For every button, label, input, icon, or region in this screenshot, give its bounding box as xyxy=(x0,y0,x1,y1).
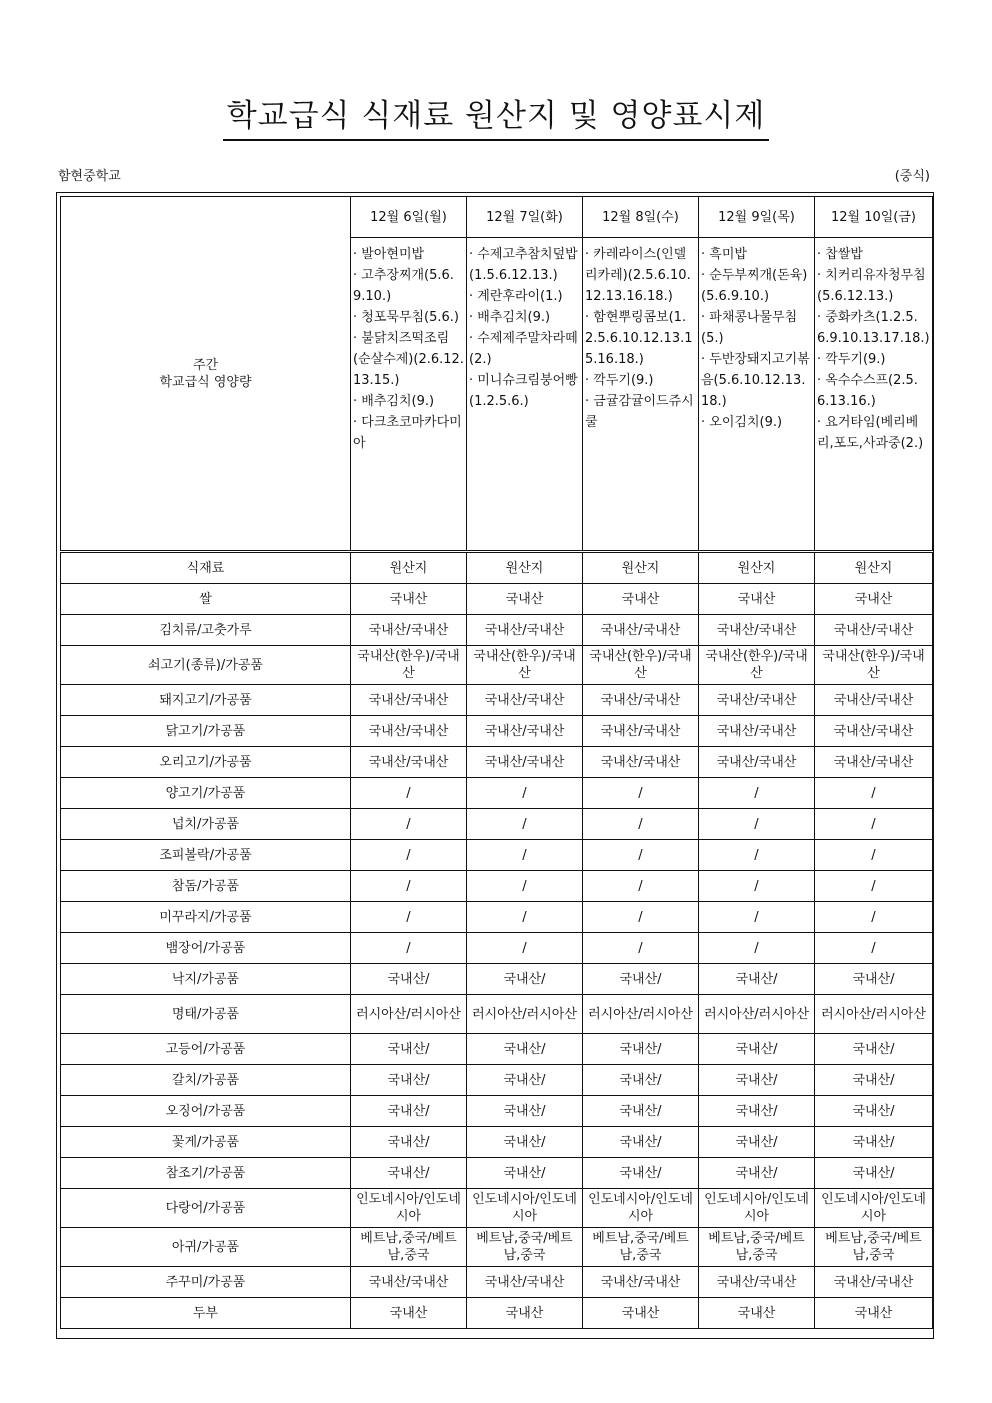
origin-cell: 국내산/국내산 xyxy=(699,685,815,716)
menu-item: · 배추김치(9.) xyxy=(353,394,435,409)
origin-cell: 국내산/ xyxy=(699,1127,815,1158)
ingredient-name: 김치류/고춧가루 xyxy=(61,615,351,646)
menu-item: · 수제고추참치덮밥(1.5.6.12.13.) xyxy=(469,247,578,283)
ingredient-name: 돼지고기/가공품 xyxy=(61,685,351,716)
origin-cell: 국내산/ xyxy=(699,1034,815,1065)
origin-cell: 국내산/국내산 xyxy=(699,1267,815,1298)
menu-item: · 깍두기(9.) xyxy=(585,373,654,388)
meal-type: (중식) xyxy=(894,169,930,184)
origin-cell: 인도네시아/인도네시아 xyxy=(351,1189,467,1228)
origin-cell: 국내산/ xyxy=(467,1158,583,1189)
date-header-2: 12월 7일(화) xyxy=(467,197,583,238)
date-header-1: 12월 6일(월) xyxy=(351,197,467,238)
menu-item: · 중화카츠(1.2.5.6.9.10.13.17.18.) xyxy=(817,310,930,346)
nutrition-label-cell xyxy=(61,197,351,552)
origin-cell: 러시아산/러시아산 xyxy=(467,995,583,1034)
table-row xyxy=(61,933,933,964)
origin-cell: 국내산(한우)/국내산 xyxy=(351,646,467,685)
table-row xyxy=(61,1065,933,1096)
origin-cell: 베트남,중국/베트남,중국 xyxy=(351,1228,467,1267)
table-row xyxy=(61,1228,933,1267)
origin-cell: / xyxy=(583,840,699,871)
menu-item: · 순두부찌개(돈육)(5.6.9.10.) xyxy=(701,268,808,304)
menu-item: · 수제제주말차라떼(2.) xyxy=(469,331,578,367)
origin-cell: / xyxy=(583,778,699,809)
menu-item: · 함현뿌링콤보(1.2.5.6.10.12.13.15.16.18.) xyxy=(585,310,693,367)
menu-item: · 두반장돼지고기볶음(5.6.10.12.13.18.) xyxy=(701,352,810,409)
origin-cell: 국내산/국내산 xyxy=(815,615,933,646)
ingredient-name: 참돔/가공품 xyxy=(61,871,351,902)
origin-header-5: 원산지 xyxy=(815,552,933,584)
origin-cell: 국내산/ xyxy=(583,1065,699,1096)
menu-item: · 배추김치(9.) xyxy=(469,310,551,325)
origin-cell: / xyxy=(467,871,583,902)
origin-cell: / xyxy=(351,933,467,964)
origin-cell: / xyxy=(351,840,467,871)
date-header-3: 12월 8일(수) xyxy=(583,197,699,238)
origin-header-2: 원산지 xyxy=(467,552,583,584)
origin-cell: 인도네시아/인도네시아 xyxy=(583,1189,699,1228)
nutrition-label-line-1: 주간 xyxy=(192,357,219,373)
ingredient-name: 꽃게/가공품 xyxy=(61,1127,351,1158)
origin-cell: / xyxy=(815,778,933,809)
table-row xyxy=(61,1034,933,1065)
table-row xyxy=(61,995,933,1034)
table-row xyxy=(61,1127,933,1158)
origin-cell: 국내산/ xyxy=(815,964,933,995)
origin-cell: 국내산/ xyxy=(815,1034,933,1065)
menu-cell-2 xyxy=(467,238,583,552)
ingredient-name: 다랑어/가공품 xyxy=(61,1189,351,1228)
table-row xyxy=(61,584,933,615)
origin-cell: 국내산(한우)/국내산 xyxy=(467,646,583,685)
menu-item: · 옥수수스프(2.5.6.13.16.) xyxy=(817,373,918,409)
origin-cell: / xyxy=(467,778,583,809)
menu-item: · 파채콩나물무침(5.) xyxy=(701,310,798,346)
origin-cell: 국내산/국내산 xyxy=(583,1267,699,1298)
ingredient-name: 양고기/가공품 xyxy=(61,778,351,809)
menu-item: · 고추장찌개(5.6.9.10.) xyxy=(353,268,454,304)
table-row xyxy=(61,840,933,871)
origin-cell: / xyxy=(351,809,467,840)
menu-item: · 깍두기(9.) xyxy=(817,352,886,367)
table-row xyxy=(61,1298,933,1329)
origin-cell: 국내산/ xyxy=(351,1158,467,1189)
origin-cell: / xyxy=(467,933,583,964)
origin-cell: 국내산/ xyxy=(467,1096,583,1127)
ingredient-name: 낙지/가공품 xyxy=(61,964,351,995)
origin-cell: / xyxy=(815,840,933,871)
menu-item: · 금귤감귤이드쥬시쿨 xyxy=(585,394,694,430)
origin-cell: / xyxy=(699,840,815,871)
menu-item: · 다크초코마카다미아 xyxy=(353,415,462,451)
origin-cell: 베트남,중국/베트남,중국 xyxy=(467,1228,583,1267)
table-row xyxy=(61,1096,933,1127)
origin-cell: 인도네시아/인도네시아 xyxy=(815,1189,933,1228)
origin-cell: 국내산/ xyxy=(467,1034,583,1065)
ingredient-name: 미꾸라지/가공품 xyxy=(61,902,351,933)
origin-cell: 국내산 xyxy=(699,584,815,615)
origin-cell: 국내산/국내산 xyxy=(351,1267,467,1298)
table-row xyxy=(61,747,933,778)
table-row xyxy=(61,646,933,685)
origin-cell: 베트남,중국/베트남,중국 xyxy=(583,1228,699,1267)
menu-cell-4 xyxy=(699,238,815,552)
origin-header-3: 원산지 xyxy=(583,552,699,584)
origin-cell: 국내산(한우)/국내산 xyxy=(699,646,815,685)
origin-cell: 국내산 xyxy=(467,584,583,615)
origin-cell: 국내산/국내산 xyxy=(815,685,933,716)
origin-cell: 국내산/ xyxy=(351,1096,467,1127)
origin-cell: 국내산/ xyxy=(467,1065,583,1096)
table-row xyxy=(61,871,933,902)
date-header-5: 12월 10일(금) xyxy=(815,197,933,238)
origin-cell: 국내산/ xyxy=(815,1127,933,1158)
ingredient-name: 쌀 xyxy=(61,584,351,615)
nutrition-label-line-2: 학교급식 영양량 xyxy=(159,374,252,390)
menu-item: · 치커리유자청무침(5.6.12.13.) xyxy=(817,268,926,304)
origin-cell: / xyxy=(699,871,815,902)
ingredient-name: 쇠고기(종류)/가공품 xyxy=(61,646,351,685)
origin-cell: 국내산/국내산 xyxy=(583,747,699,778)
origin-cell: / xyxy=(815,871,933,902)
origin-cell: / xyxy=(467,840,583,871)
menu-item: · 불닭치즈떡조림(순살수제)(2.6.12.13.15.) xyxy=(353,331,464,388)
ingredient-header: 식재료 xyxy=(61,552,351,584)
ingredient-name: 오리고기/가공품 xyxy=(61,747,351,778)
origin-cell: 국내산(한우)/국내산 xyxy=(815,646,933,685)
ingredient-name: 아귀/가공품 xyxy=(61,1228,351,1267)
origin-cell: 국내산/ xyxy=(351,1127,467,1158)
menu-item: · 요거타임(베리베리,포도,사과중(2.) xyxy=(817,415,924,451)
origin-cell: 국내산/국내산 xyxy=(815,716,933,747)
origin-cell: 국내산/ xyxy=(467,964,583,995)
origin-cell: 국내산 xyxy=(815,1298,933,1329)
origin-cell: / xyxy=(351,871,467,902)
origin-cell: / xyxy=(351,778,467,809)
origin-cell: / xyxy=(699,778,815,809)
date-header-row xyxy=(61,197,933,238)
origin-cell: 국내산/국내산 xyxy=(351,747,467,778)
origin-cell: 인도네시아/인도네시아 xyxy=(467,1189,583,1228)
menu-cell-3 xyxy=(583,238,699,552)
origin-cell: 국내산 xyxy=(815,584,933,615)
origin-cell: 국내산 xyxy=(351,1298,467,1329)
ingredient-name: 닭고기/가공품 xyxy=(61,716,351,747)
menu-item: · 계란후라이(1.) xyxy=(469,289,563,304)
ingredient-name: 조피볼락/가공품 xyxy=(61,840,351,871)
document-title-wrap xyxy=(0,90,992,141)
origin-cell: / xyxy=(351,902,467,933)
origin-cell: 국내산/ xyxy=(351,1065,467,1096)
origin-cell: 국내산/ xyxy=(583,1096,699,1127)
origin-cell: 국내산/국내산 xyxy=(699,716,815,747)
table-row xyxy=(61,778,933,809)
origin-cell: 인도네시아/인도네시아 xyxy=(699,1189,815,1228)
origin-cell: 국내산/국내산 xyxy=(351,716,467,747)
ingredient-name: 고등어/가공품 xyxy=(61,1034,351,1065)
origin-header-row xyxy=(61,552,933,584)
origin-cell: / xyxy=(467,902,583,933)
table-row xyxy=(61,964,933,995)
ingredient-name: 오징어/가공품 xyxy=(61,1096,351,1127)
origin-cell: 국내산/국내산 xyxy=(467,615,583,646)
date-header-4: 12월 9일(목) xyxy=(699,197,815,238)
origin-header-4: 원산지 xyxy=(699,552,815,584)
table-row xyxy=(61,1267,933,1298)
origin-cell: 국내산/국내산 xyxy=(815,1267,933,1298)
origin-cell: 국내산/ xyxy=(467,1127,583,1158)
table-row xyxy=(61,1158,933,1189)
origin-cell: 국내산/ xyxy=(815,1065,933,1096)
origin-cell: 국내산/국내산 xyxy=(467,685,583,716)
ingredient-name: 참조기/가공품 xyxy=(61,1158,351,1189)
ingredient-name: 주꾸미/가공품 xyxy=(61,1267,351,1298)
origin-cell: / xyxy=(815,809,933,840)
origin-cell: 국내산/ xyxy=(699,964,815,995)
origin-cell: 국내산/국내산 xyxy=(583,716,699,747)
origin-cell: 러시아산/러시아산 xyxy=(699,995,815,1034)
origin-cell: 국내산/ xyxy=(699,1096,815,1127)
school-name: 함현중학교 xyxy=(58,169,121,184)
origin-cell: 러시아산/러시아산 xyxy=(815,995,933,1034)
origin-cell: 국내산/국내산 xyxy=(467,747,583,778)
table-row xyxy=(61,1189,933,1228)
origin-cell: 국내산/ xyxy=(583,964,699,995)
ingredient-name: 넙치/가공품 xyxy=(61,809,351,840)
origin-cell: 국내산/ xyxy=(699,1158,815,1189)
origin-cell: / xyxy=(583,809,699,840)
table-row xyxy=(61,615,933,646)
origin-cell: / xyxy=(699,902,815,933)
origin-cell: 국내산/ xyxy=(699,1065,815,1096)
origin-cell: 국내산/ xyxy=(815,1158,933,1189)
origin-cell: 국내산 xyxy=(467,1298,583,1329)
origin-cell: 국내산/국내산 xyxy=(467,1267,583,1298)
origin-cell: 국내산(한우)/국내산 xyxy=(583,646,699,685)
origin-cell: / xyxy=(583,902,699,933)
origin-cell: 국내산 xyxy=(351,584,467,615)
menu-cell-5 xyxy=(815,238,933,552)
menu-item: · 카레라이스(인델리카레)(2.5.6.10.12.13.16.18.) xyxy=(585,247,691,304)
ingredient-name: 두부 xyxy=(61,1298,351,1329)
table-row xyxy=(61,809,933,840)
menu-item: · 미니슈크림붕어빵(1.2.5.6.) xyxy=(469,373,578,409)
origin-cell: 국내산/국내산 xyxy=(815,747,933,778)
ingredient-name: 명태/가공품 xyxy=(61,995,351,1034)
origin-cell: 국내산/국내산 xyxy=(699,747,815,778)
origin-cell: / xyxy=(699,809,815,840)
origin-cell: 국내산/ xyxy=(583,1158,699,1189)
ingredient-name: 갈치/가공품 xyxy=(61,1065,351,1096)
menu-item: · 청포묵무침(5.6.) xyxy=(353,310,460,325)
origin-cell: 국내산/국내산 xyxy=(467,716,583,747)
origin-cell: 국내산/ xyxy=(815,1096,933,1127)
origin-cell: / xyxy=(583,933,699,964)
origin-cell: / xyxy=(583,871,699,902)
origin-cell: / xyxy=(815,933,933,964)
origin-cell: 국내산/국내산 xyxy=(351,615,467,646)
origin-cell: 국내산/ xyxy=(351,1034,467,1065)
table-row xyxy=(61,902,933,933)
origin-cell: 국내산/국내산 xyxy=(583,685,699,716)
origin-cell: 베트남,중국/베트남,중국 xyxy=(699,1228,815,1267)
origin-cell: 국내산/국내산 xyxy=(699,615,815,646)
origin-cell: 국내산/ xyxy=(583,1034,699,1065)
table-row xyxy=(61,685,933,716)
origin-cell: 국내산 xyxy=(583,1298,699,1329)
menu-item: · 오이김치(9.) xyxy=(701,415,783,430)
origin-cell: / xyxy=(815,902,933,933)
menu-item: · 찹쌀밥 xyxy=(817,247,863,262)
origin-cell: 국내산 xyxy=(583,584,699,615)
origin-cell: 국내산/ xyxy=(351,964,467,995)
table-body xyxy=(61,197,933,1329)
origin-cell: 러시아산/러시아산 xyxy=(583,995,699,1034)
origin-header-1: 원산지 xyxy=(351,552,467,584)
origin-cell: 베트남,중국/베트남,중국 xyxy=(815,1228,933,1267)
origin-cell: 국내산/국내산 xyxy=(351,685,467,716)
menu-item: · 발아현미밥 xyxy=(353,247,425,262)
origin-cell: 국내산/ xyxy=(583,1127,699,1158)
ingredient-name: 뱀장어/가공품 xyxy=(61,933,351,964)
origin-cell: / xyxy=(467,809,583,840)
origin-cell: 러시아산/러시아산 xyxy=(351,995,467,1034)
document-title: 학교급식 식재료 원산지 및 영양표시제 xyxy=(223,90,770,141)
origin-cell: 국내산 xyxy=(699,1298,815,1329)
menu-item: · 흑미밥 xyxy=(701,247,747,262)
menu-origin-table xyxy=(60,196,933,1329)
menu-cell-1 xyxy=(351,238,467,552)
origin-cell: / xyxy=(699,933,815,964)
table-row xyxy=(61,716,933,747)
origin-cell: 국내산/국내산 xyxy=(583,615,699,646)
